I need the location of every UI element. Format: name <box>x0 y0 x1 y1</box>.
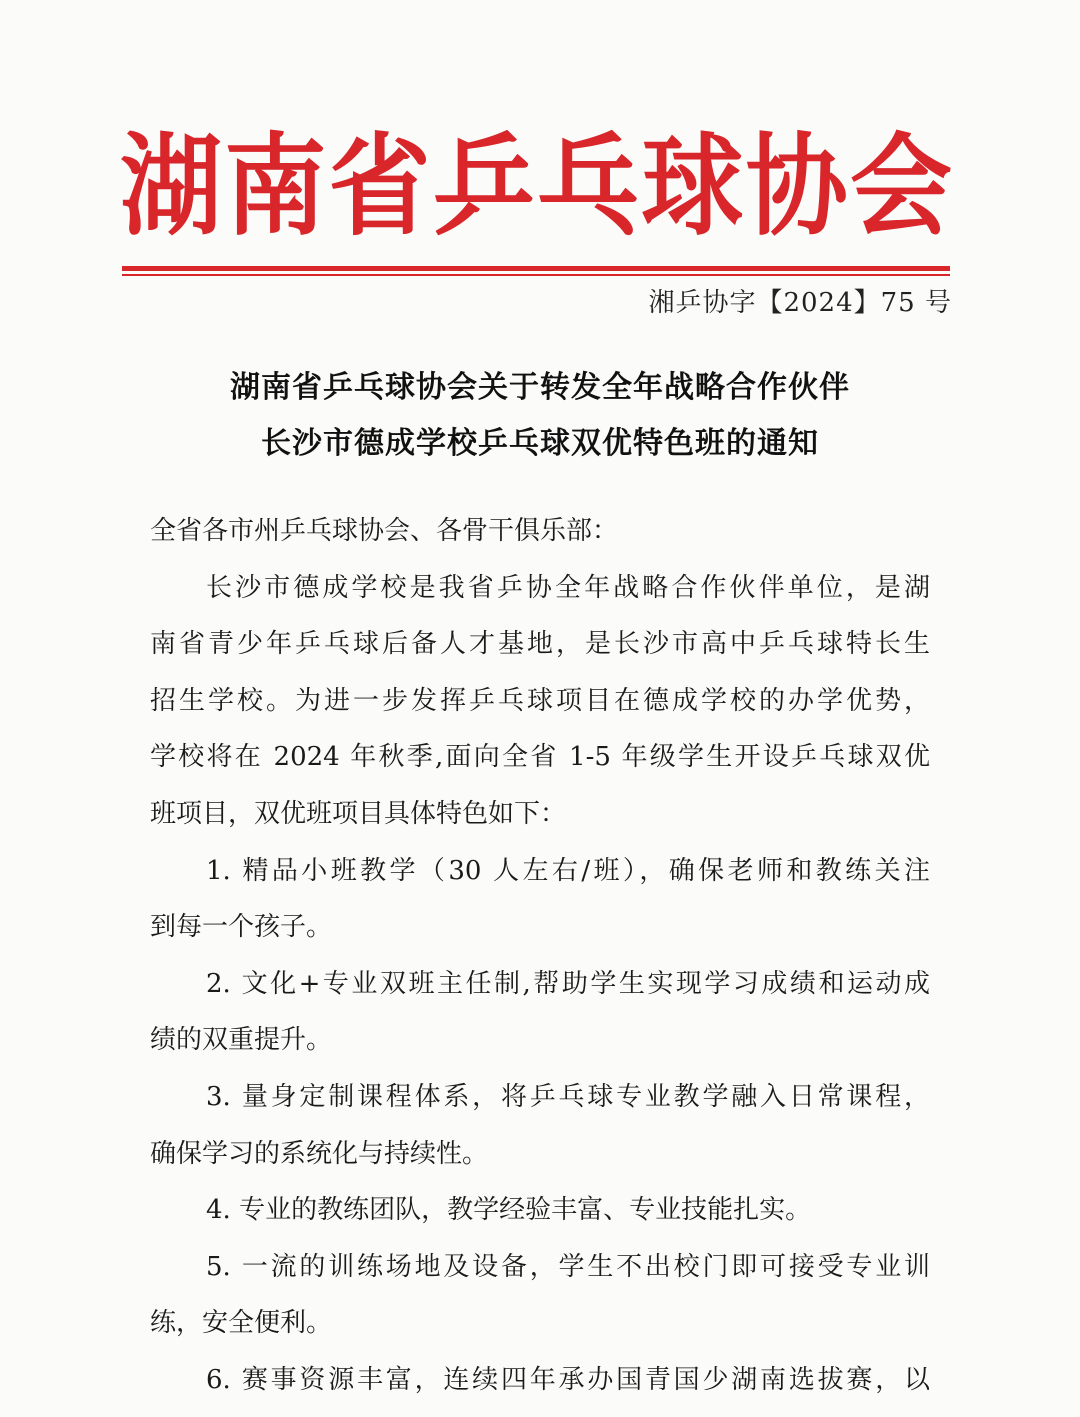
body-line: 确保学习的系统化与持续性。 <box>150 1138 489 1169</box>
body-line: 到每一个孩子。 <box>150 912 333 943</box>
feature-item-6: 6. 赛事资源丰富，连续四年承办国青国少湖南选拔赛，以 <box>206 1364 930 1395</box>
feature-item-2: 2. 文化+专业双班主任制,帮助学生实现学习成绩和运动成 <box>206 968 930 999</box>
body-line: 南省青少年乒乓球后备人才基地，是长沙市高中乒乓球特长生 <box>150 629 930 660</box>
salutation-line: 全省各市州乒乓球协会、各骨干俱乐部： <box>150 516 619 546</box>
masthead-divider-thick <box>122 266 950 271</box>
document-number: 湘乒协字【2024】75 号 <box>648 288 952 318</box>
document-title <box>0 360 1080 472</box>
document-title-line-2: 长沙市德成学校乒乓球双优特色班的通知 <box>261 426 819 461</box>
masthead-char: 乓 <box>537 123 640 252</box>
body-line: 练，安全便利。 <box>150 1308 333 1339</box>
masthead-char: 协 <box>745 123 848 252</box>
body-line: 招生学校。为进一步发挥乒乓球项目在德成学校的办学优势， <box>150 685 930 716</box>
feature-item-3: 3. 量身定制课程体系，将乒乓球专业教学融入日常课程， <box>206 1081 930 1112</box>
document-title-line-1: 湖南省乒乓球协会关于转发全年战略合作伙伴 <box>230 370 850 405</box>
body-line: 长沙市德成学校是我省乒协全年战略合作伙伴单位，是湖 <box>206 572 930 603</box>
masthead-title <box>120 118 952 258</box>
masthead-char: 省 <box>328 123 431 252</box>
masthead-char: 球 <box>641 123 744 252</box>
masthead-divider-thin <box>122 274 950 276</box>
body-line: 绩的双重提升。 <box>150 1025 333 1056</box>
feature-item-1: 1. 精品小班教学（30 人左右/班），确保老师和教练关注 <box>206 855 930 886</box>
masthead-char: 南 <box>224 123 327 252</box>
body-line: 学校将在 2024 年秋季,面向全省 1-5 年级学生开设乒乓球双优 <box>150 742 930 773</box>
masthead-char: 会 <box>849 123 952 252</box>
masthead-char: 乒 <box>432 123 535 252</box>
document-body <box>150 503 930 1409</box>
masthead-char: 湖 <box>120 123 222 252</box>
body-line: 班项目，双优班项目具体特色如下： <box>150 798 567 829</box>
feature-item-5: 5. 一流的训练场地及设备，学生不出校门即可接受专业训 <box>206 1251 930 1282</box>
feature-item-4: 4. 专业的教练团队，教学经验丰富、专业技能扎实。 <box>206 1195 812 1226</box>
